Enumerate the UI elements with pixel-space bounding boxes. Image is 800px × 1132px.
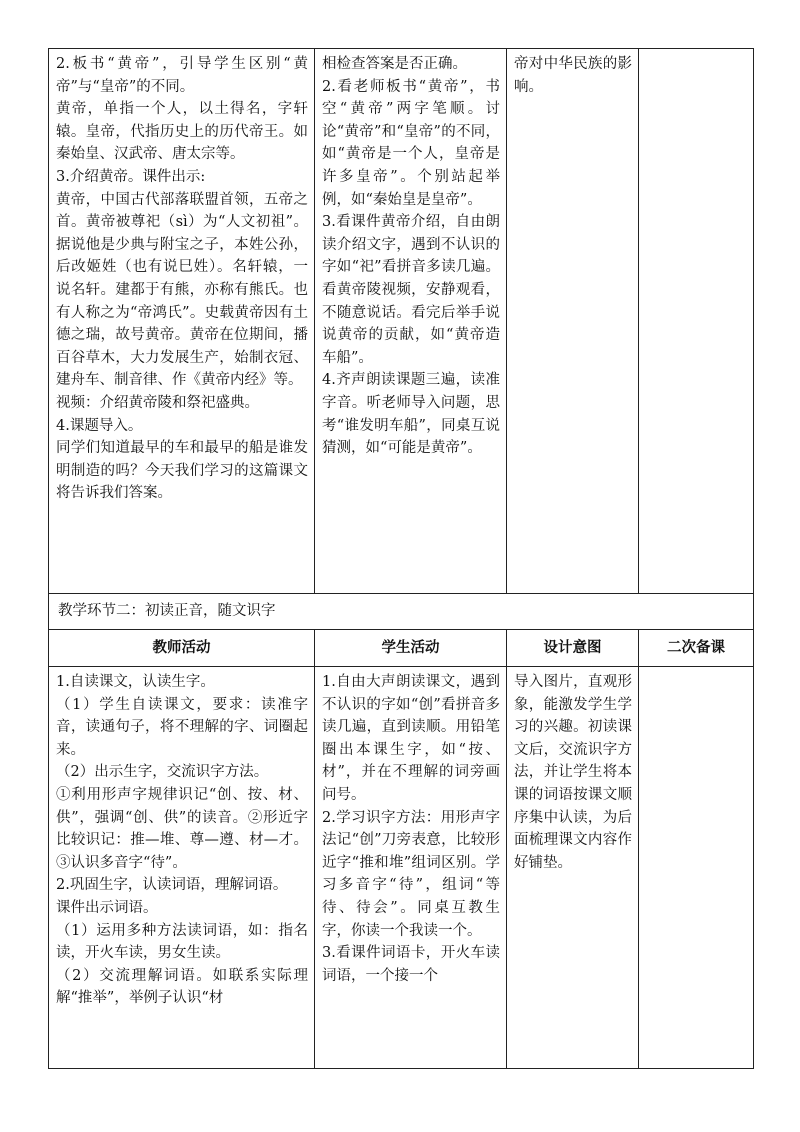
teacher-paragraph: （2）交流理解词语。如联系实际理解“推举”，举例子认识“材 bbox=[56, 967, 308, 1007]
header-student-activity: 学生活动 bbox=[315, 630, 507, 667]
teacher-paragraph: 4.课题导入。 bbox=[56, 417, 143, 434]
student-activity-cell bbox=[315, 49, 507, 594]
lesson-plan-table bbox=[48, 48, 754, 1069]
second-prep-cell bbox=[639, 667, 754, 1069]
teacher-paragraph: ①利用形声字规律识记“创、按、材、供”，强调“创、供”的读音。②形近字比较识记：推—堆、尊—遵、材—才。③认识多音字“待”。 bbox=[56, 786, 308, 871]
teacher-paragraph: （1）学生自读课文，要求：读准字音，读通句子，将不理解的字、词圈起来。 bbox=[56, 696, 308, 758]
teacher-paragraph: （1）运用多种方法读词语，如：指名读，开火车读，男女生读。 bbox=[56, 922, 308, 962]
student-paragraph: 2.看老师板书“黄帝”，书空“黄帝”两字笔顺。讨论“黄帝”和“皇帝”的不同，如“黄帝是一个人，皇帝是许多皇帝”。个别站起举例，如“秦始皇是皇帝”。 bbox=[322, 78, 500, 208]
continued-activity-row bbox=[49, 49, 754, 594]
student-paragraph: 1.自由大声朗读课文，遇到不认识的字如“创”看拼音多读几遍，直到读顺。用铅笔圈出本课生字，如“按、材”，并在不理解的词旁画问号。 bbox=[322, 674, 500, 803]
design-intent-cell bbox=[507, 667, 639, 1069]
student-paragraph: 2.学习识字方法：用形声字法记“创”刀旁表意，比较形近字“推和堆”组词区别。学习多音字“待”，组词“等待、待会”。同桌互教生字，你读一个我读一个。 bbox=[322, 809, 500, 939]
teacher-paragraph: 课件出示词语。 bbox=[56, 899, 158, 916]
teacher-activity-cell bbox=[49, 667, 315, 1069]
design-intent-cell bbox=[507, 49, 639, 594]
teacher-paragraph: 视频：介绍黄帝陵和祭祀盛典。 bbox=[56, 394, 259, 411]
student-paragraph: 4.齐声朗读课题三遍，读准字音。听老师导入问题，思考“谁发明车船”，同桌互说猜测，如“可能是黄帝”。 bbox=[322, 372, 500, 457]
activity-row bbox=[49, 667, 754, 1069]
teacher-paragraph: 黄帝，单指一个人，以土得名，字轩辕。皇帝，代指历史上的历代帝王。如秦始皇、汉武帝、唐太宗等。 bbox=[56, 101, 308, 163]
design-paragraph: 帝对中华民族的影响。 bbox=[514, 56, 632, 95]
student-paragraph: 3.看课件黄帝介绍，自由朗读介绍文字，遇到不认识的字如“祀”看拼音多读几遍。看黄帝陵视频，安静观看，不随意说话。看完后举手说说黄帝的贡献，如“黄帝造车船”。 bbox=[322, 214, 500, 366]
header-teacher-activity: 教师活动 bbox=[49, 630, 315, 667]
teacher-paragraph: 2.巩固生字，认读词语，理解词语。 bbox=[56, 877, 288, 894]
teacher-paragraph: （2）出示生字，交流识字方法。 bbox=[56, 764, 269, 781]
column-header-row bbox=[49, 630, 754, 667]
teacher-paragraph: 3.介绍黄帝。课件出示: bbox=[56, 168, 206, 185]
teacher-activity-cell bbox=[49, 49, 315, 594]
second-prep-cell bbox=[639, 49, 754, 594]
header-second-prep: 二次备课 bbox=[639, 630, 754, 667]
teacher-paragraph: 1.自读课文，认读生字。 bbox=[56, 674, 215, 690]
student-paragraph: 相检查答案是否正确。 bbox=[322, 56, 467, 72]
student-paragraph: 3.看课件词语卡，开火车读词语，一个接一个 bbox=[322, 945, 500, 984]
header-design-intent: 设计意图 bbox=[507, 630, 639, 667]
design-paragraph: 导入图片，直观形象，能激发学生学习的兴趣。初读课文后，交流识字方法，并让学生将本课的词语按课文顺序集中认读，为后面梳理课文内容作好铺垫。 bbox=[514, 674, 632, 871]
teacher-paragraph: 2.板书“黄帝”，引导学生区别“黄帝”与“皇帝”的不同。 bbox=[56, 56, 308, 95]
section-row bbox=[49, 594, 754, 630]
teacher-paragraph: 黄帝，中国古代部落联盟首领，五帝之首。黄帝被尊祀（sì）为“人文初祖”。据说他是少典与附宝之子，本姓公孙，后改姬姓（也有说巳姓）。名轩辕，一说名轩。建都于有熊，亦称有熊氏。也有人称之为“帝鸿氏”。史载黄帝因有土德之瑞，故号黄帝。黄帝在位期间，播百谷草木，大力发展生产，始制衣冠、建舟车、制音律、作《黄帝内经》等。 bbox=[56, 191, 308, 389]
teacher-paragraph: 同学们知道最早的车和最早的船是谁发明制造的吗？今天我们学习的这篇课文将告诉我们答案。 bbox=[56, 440, 308, 502]
section-title: 教学环节二：初读正音，随文识字 bbox=[49, 594, 754, 630]
student-activity-cell bbox=[315, 667, 507, 1069]
